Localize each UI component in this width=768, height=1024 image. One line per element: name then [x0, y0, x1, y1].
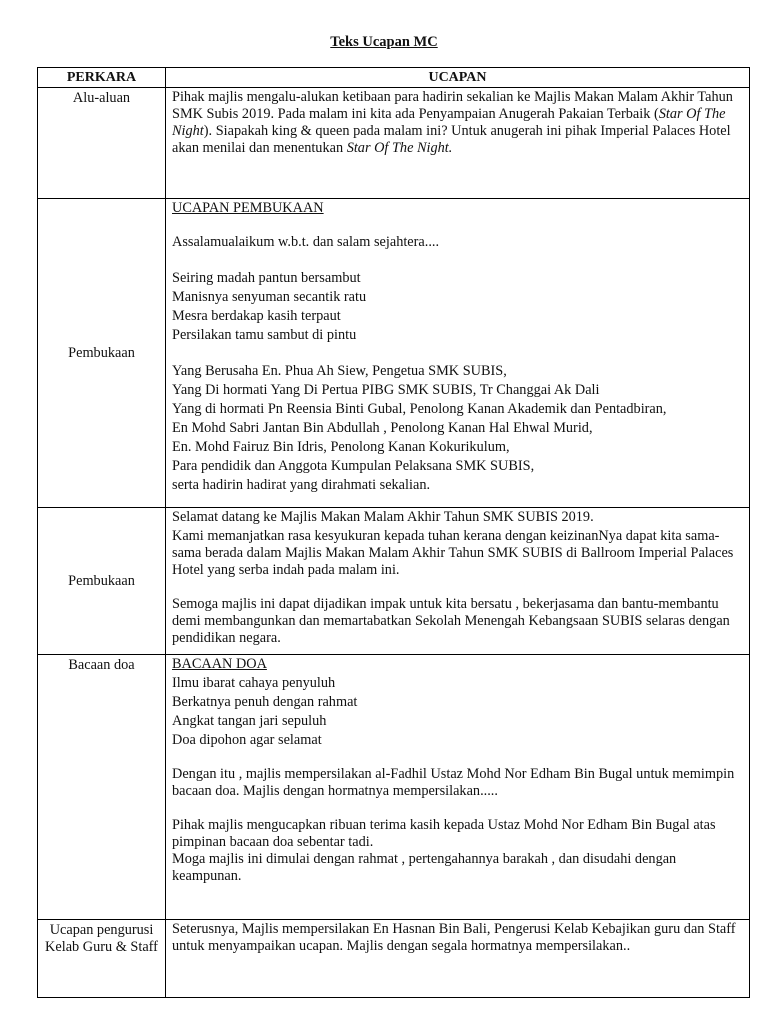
paragraph: Kami memanjatkan rasa kesyukuran kepada tuhan kerana dengan keizinanNya dapat kita sama-sama berada dalam Majlis Makan Malam Akhir Tahun SMK SUBIS di Ballroom Imperial Palaces Hotel yang serba indah pada malam ini. [172, 528, 734, 578]
table-row [38, 199, 750, 508]
speech-table [37, 67, 750, 998]
pantun-line: Mesra berdakap kasih terpaut [172, 308, 341, 324]
row-label: Bacaan doa [38, 655, 166, 920]
row-content [166, 920, 750, 998]
guest-line: Yang di hormati Pn Reensia Binti Gubal, Penolong Kanan Akademik dan Pentadbiran, [172, 401, 667, 417]
italic-text: Star Of The Night. [346, 140, 453, 156]
pantun-line: Angkat tangan jari sepuluh [172, 713, 327, 729]
row-label: Pembukaan [38, 199, 166, 508]
guest-line: Yang Berusaha En. Phua Ah Siew, Pengetua SMK SUBIS, [172, 363, 507, 379]
guest-line: serta hadirin hadirat yang dirahmati sekalian. [172, 477, 431, 493]
row-content [166, 508, 750, 655]
table-row [38, 920, 750, 998]
pantun-line: Berkatnya penuh dengan rahmat [172, 694, 358, 710]
text: ). Siapakah king & queen pada malam ini? Untuk anugerah ini pihak Imperial Palaces Hotel akan menilai dan menentukan [172, 123, 731, 156]
guest-line: Yang Di hormati Yang Di Pertua PIBG SMK SUBIS, Tr Changgai Ak Dali [172, 382, 600, 398]
row-label: Alu-aluan [38, 88, 166, 199]
italic-text: Star Of The Night [172, 106, 726, 139]
row-content [166, 199, 750, 508]
paragraph: Semoga majlis ini dapat dijadikan impak untuk kita bersatu , bekerjasama dan bantu-membantu demi membangunkan dan memartabatkan Sekolah Menengah Kebangsaan SUBIS selaras dengan pendidikan negara. [172, 596, 730, 646]
pantun-line: Manisnya senyuman secantik ratu [172, 289, 367, 305]
table-row [38, 88, 750, 199]
pantun-line: Persilakan tamu sambut di pintu [172, 327, 357, 343]
table-row [38, 508, 750, 655]
guest-line: En. Mohd Fairuz Bin Idris, Penolong Kanan Kokurikulum, [172, 439, 510, 455]
guest-line: En Mohd Sabri Jantan Bin Abdullah , Penolong Kanan Hal Ehwal Murid, [172, 420, 593, 436]
guest-line: Para pendidik dan Anggota Kumpulan Pelaksana SMK SUBIS, [172, 458, 535, 474]
paragraph: Moga majlis ini dimulai dengan rahmat , pertengahannya barakah , dan disudahi dengan keampunan. [172, 851, 677, 884]
greeting: Assalamualaikum w.b.t. dan salam sejahtera.... [172, 234, 440, 250]
row-content [166, 88, 750, 199]
paragraph [172, 89, 743, 157]
text: Pihak majlis mengalu-alukan ketibaan para hadirin sekalian ke Majlis Makan Malam Akhir Tahun SMK Subis 2019. Pada malam ini kita ada Penyampaian Anugerah Pakaian Terbaik ( [172, 89, 733, 122]
section-heading: UCAPAN PEMBUKAAN [172, 200, 324, 216]
paragraph: Selamat datang ke Majlis Makan Malam Akhir Tahun SMK SUBIS 2019. [172, 509, 594, 525]
paragraph: Dengan itu , majlis mempersilakan al-Fadhil Ustaz Mohd Nor Edham Bin Bugal untuk memimpin bacaan doa. Majlis dengan hormatnya mempersilakan..... [172, 766, 735, 799]
row-label: Ucapan pengurusi Kelab Guru & Staff [38, 920, 166, 998]
pantun-line: Ilmu ibarat cahaya penyuluh [172, 675, 336, 691]
paragraph: Seterusnya, Majlis mempersilakan En Hasnan Bin Bali, Pengerusi Kelab Kebajikan guru dan Staff untuk menyampaikan ucapan. Majlis dengan segala hormatnya mempersilakan.. [172, 921, 736, 954]
header-perkara: PERKARA [38, 68, 166, 88]
section-heading: BACAAN DOA [172, 656, 267, 672]
table-row [38, 655, 750, 920]
table-header-row [38, 68, 750, 88]
pantun-line: Doa dipohon agar selamat [172, 732, 322, 748]
header-ucapan: UCAPAN [166, 68, 750, 88]
document-title: Teks Ucapan MC [330, 34, 438, 50]
row-content [166, 655, 750, 920]
pantun-line: Seiring madah pantun bersambut [172, 270, 361, 286]
row-label: Pembukaan [38, 508, 166, 655]
paragraph: Pihak majlis mengucapkan ribuan terima kasih kepada Ustaz Mohd Nor Edham Bin Bugal atas pimpinan bacaan doa sebentar tadi. [172, 817, 716, 850]
